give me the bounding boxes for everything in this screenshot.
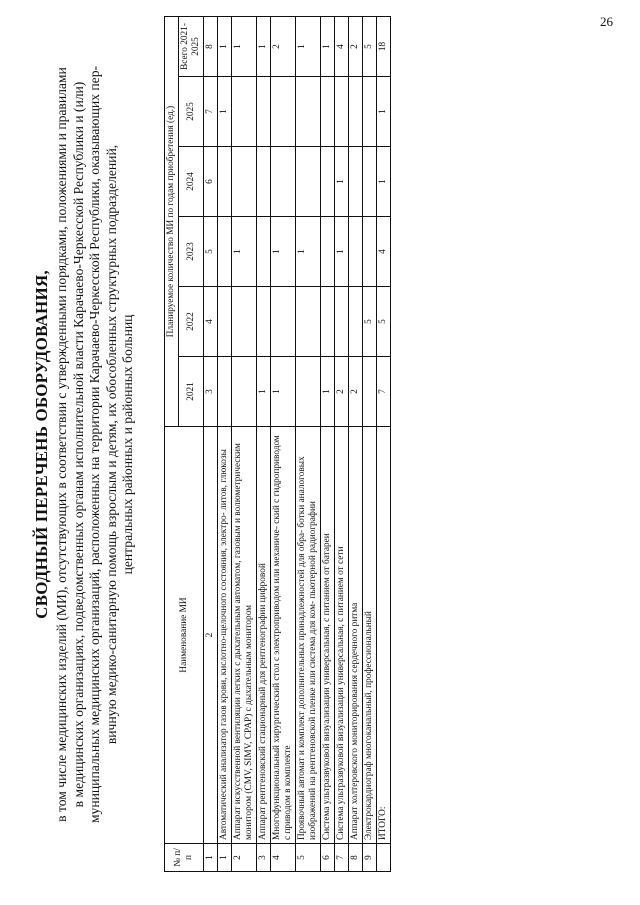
row-name: Система ультразвуковой визуализации универсальная, с питанием от батареи [321,427,335,844]
cell-2023 [321,217,335,287]
cell-2022 [232,287,257,357]
subtitle-line: центральных районных и районных больниц [120,314,135,575]
cell-total: 5 [363,16,377,76]
total-label: ИТОГО: [377,427,391,844]
cell-2024 [271,147,296,217]
cell-2021: 2 [349,357,363,427]
cell-total: 1 [232,16,257,76]
cell-2021: 2 [335,357,349,427]
cell-total: 1 [296,16,321,76]
rotated-page-content [32,17,592,872]
cell-2025 [349,77,363,147]
cell-2023: 1 [335,217,349,287]
cell-2025 [296,77,321,147]
equipment-table [164,16,391,872]
col-header-year: 2024 [179,147,204,217]
cell-2022 [257,287,271,357]
col-header-num: № п/п [165,844,204,872]
row-name: Аппарат холтеровского мониторирования сердечного ритма [349,427,363,844]
cell-2024 [257,147,271,217]
cell-total: 2 [349,16,363,76]
total-row [377,16,391,871]
row-num: 4 [271,844,296,872]
document-title: СВОДНЫЙ ПЕРЕЧЕНЬ ОБОРУДОВАНИЯ, [32,270,51,619]
table-row [321,16,335,871]
cell-2023 [218,217,232,287]
cell-total: 2 [271,16,296,76]
table-row [257,16,271,871]
row-num: 8 [349,844,363,872]
header-row [165,16,179,871]
total-2024: 1 [377,147,391,217]
cell-2021: 1 [271,357,296,427]
cell-total: 4 [335,16,349,76]
row-name: Аппарат рентгеновский стационарный для рентгенографии цифровой [257,427,271,844]
table-row [271,16,296,871]
col-header-year: 2022 [179,287,204,357]
subtitle-line: в том числе медицинских изделий (МИ), отсутствующих в соответствии с утвержденными порядками, положениями и правилами [54,67,69,822]
row-num: 3 [257,844,271,872]
cell-2024 [349,147,363,217]
cell-total: 1 [218,16,232,76]
cell-2023 [363,217,377,287]
cell-2023 [349,217,363,287]
cell-2024: 1 [335,147,349,217]
column-number: 7 [204,77,218,147]
column-number-row [204,16,218,871]
col-header-planned: Планируемое количество МИ по годам приобретения (ед.) [165,16,179,426]
cell-2022 [218,287,232,357]
row-num: 6 [321,844,335,872]
table-row [296,16,321,871]
document-heading [32,17,137,872]
cell-2024 [321,147,335,217]
table-row [363,16,377,871]
column-number: 1 [204,844,218,872]
cell-2021 [218,357,232,427]
row-name: Электрокардиограф многоканальный, профессиональный [363,427,377,844]
cell-2021: 1 [321,357,335,427]
cell-2021 [363,357,377,427]
row-name: Аппарат искусственной вентиляции легких с дыхательным автоматом, газовым и волюметрическим монитором (CMV, SIMV, CPAP) с дыхательным монитором [232,427,257,844]
cell-2021 [232,357,257,427]
table-row [349,16,363,871]
cell-2024 [296,147,321,217]
col-header-year: 2023 [179,217,204,287]
row-num: 2 [232,844,257,872]
column-number: 6 [204,147,218,217]
column-number: 2 [204,427,218,844]
cell-2025 [271,77,296,147]
subtitle-line: вичную медико-санитарную помощь взрослым и детям, их обособленных структурных подразделений, [103,144,119,745]
cell-2025 [321,77,335,147]
cell-2025 [257,77,271,147]
subtitle-line: муниципальных медицинских организаций, расположенных на территории Карачаево-Черкесской Республики, оказывающих пер- [87,65,102,824]
row-num: 1 [218,844,232,872]
cell-2025: 1 [218,77,232,147]
row-name: Автоматический анализатор газов крови, кислотно-щелочного состояния, электро- литов, глюкозы [218,427,232,844]
cell-2023 [257,217,271,287]
col-header-year: 2021 [179,357,204,427]
cell-2025 [232,77,257,147]
cell-2023: 1 [232,217,257,287]
table-row [218,16,232,871]
subtitle-line: в медицинских организациях, подведомственных органам исполнительной власти Карачаево-Черкесской Республики и (или) [70,81,86,808]
table-row [335,16,349,871]
row-name: Многофункциональный хирургический стол с электроприводом или механиче- ский с гидроприводом с приводом в комплекте [271,427,296,844]
cell-2025 [335,77,349,147]
column-number: 8 [204,16,218,76]
total-2025: 1 [377,77,391,147]
page-number: 26 [600,14,613,29]
row-name: Система ультразвуковой визуализации универсальная, с питанием от сети [335,427,349,844]
cell-2022 [335,287,349,357]
cell-2024 [232,147,257,217]
cell-2022 [349,287,363,357]
total-2021: 7 [377,357,391,427]
column-number: 3 [204,357,218,427]
cell-2025 [363,77,377,147]
column-number: 5 [204,217,218,287]
cell-2023: 1 [271,217,296,287]
total-2023: 4 [377,217,391,287]
table-row [232,16,257,871]
row-name: Проявочный автомат и комплект дополнительных принадлежностей для обра- ботки аналоговых изображений на рентгеновской пленке или система для ком- пьютерной радиографии [296,427,321,844]
cell-2022: 5 [363,287,377,357]
cell-2024 [218,147,232,217]
row-num: 7 [335,844,349,872]
cell-2022 [296,287,321,357]
cell-2023: 1 [296,217,321,287]
row-num: 5 [296,844,321,872]
cell-total: 1 [321,16,335,76]
cell-2021: 1 [257,357,271,427]
col-header-total: Всего 2021-2025 [179,16,204,76]
cell-total: 1 [257,16,271,76]
col-header-name: Наименование МИ [165,427,204,844]
cell-2022 [271,287,296,357]
total-all: 18 [377,16,391,76]
cell-2022 [321,287,335,357]
column-number: 4 [204,287,218,357]
cell-2024 [363,147,377,217]
total-row-num [377,844,391,872]
cell-2021 [296,357,321,427]
total-2022: 5 [377,287,391,357]
row-num: 9 [363,844,377,872]
col-header-year: 2025 [179,77,204,147]
